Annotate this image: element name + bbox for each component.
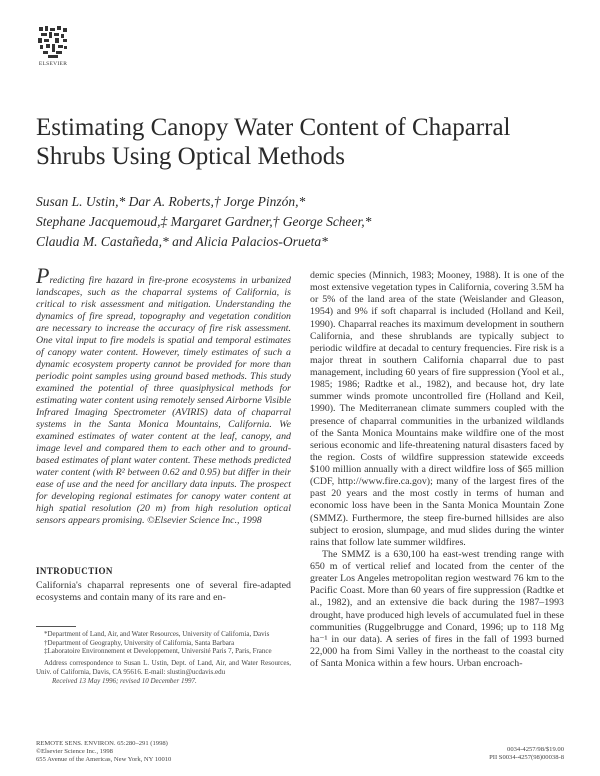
publisher-logo [36,24,70,67]
journal-line: 655 Avenue of the Americas, New York, NY 10010 [36,756,172,763]
section-heading-introduction: INTRODUCTION [36,566,113,576]
publisher-logo-text: ELSEVIER [38,61,68,67]
author-line: Stephane Jacquemoud,‡ Margaret Gardner,† George Scheer,* [36,214,372,229]
journal-info [36,740,171,764]
footnote: ‡Laboratoire Environnement et Developpement, Université Paris 7, Paris, France [44,647,272,656]
pii-line: PII S0034-4257(98)00038-8 [489,754,564,761]
footnote: †Department of Geography, University of California, Santa Barbara [44,638,235,647]
footnotes [36,630,291,685]
journal-line: REMOTE SENS. ENVIRON. 65:280–291 (1998) [36,740,168,747]
body-text-right-column [310,270,564,670]
footnote: *Department of Land, Air, and Water Resources, University of California, Davis [44,630,270,638]
footnote-divider [36,626,76,627]
abstract-text: redicting fire hazard in fire-prone ecosystems in urbanized landscapes, such as the chaparral systems of California, is critical to risk assessment and mitigation. Understanding the dynamics of fire spread, topography and vegetation condition are necessary to increase the accuracy of fire risk assessment. One vital input to fire models is spatial and temporal estimates of canopy water content. However, timely estimates of such a dynamic ecosystem property cannot be provided for more than periodic point samples using ground based methods. This study examined the potential of three quasiphysical methods for estimating water content using remotely sensed Airborne Visible Infrared Imaging Spectrometer (AVIRIS) data of chaparral systems in the Santa Monica Mountains, California. We examined estimates of water content at the leaf, canopy, and image level and compared them to each other and to ground-based estimates of plant water content. These methods predicted water content (with R² between 0.62 and 0.95) but differ in their ease of use and the need for ancillary data inputs. The prospect for developing regional estimates for canopy water content at high spatial resolution (20 m) from high resolution optical sensors appears promising. ©Elsevier Science Inc., 1998 [36,275,291,526]
abstract [36,263,291,527]
received-dates: Received 13 May 1996; revised 10 December 1997. [52,676,197,685]
paragraph: The SMMZ is a 630,100 ha east-west trending range with 650 m of vertical relief and located from the center of the greater Los Angeles metropolitan region westward 76 km to the Pacific Coast. More than 60 years of fire suppression (Radtke et al., 1982), and an extensive die back during the 1987–1993 drought, have produced high levels of accumulated fuel in these communities (Ruggelbrugge and Conard, 1996; up to 118 Mg ha⁻¹ in our data). A series of fires in the fall of 1993 burned 22,000 ha from Simi Valley in the northeast to the coastal city of Santa Monica within a few hours. Urban encroach- [310,548,564,669]
footnote: Address correspondence to Susan L. Ustin, Dept. of Land, Air, and Water Resources, Univ. of California, Davis, CA 95616. E-mail: slustin@ucdavis.edu [36,659,291,676]
journal-line: ©Elsevier Science Inc., 1998 [36,748,113,755]
elsevier-tree-icon [36,24,70,60]
author-list [36,192,556,252]
paragraph: demic species (Minnich, 1983; Mooney, 1988). It is one of the most extensive vegetation types in California, covering 3.5M ha or 5% of the land area of the state (Weislander and Gleason, 1954) and 9% if soft chaparral is included (Holland and Keil, 1990). Chaparral reaches its maximum development in southern California, and these shrublands are typically subject to periodic wildfire at decadal to century frequencies. Fire risk is a major threat in southern California chaparral due to past management, including 60 years of fire suppression (Yool et al., 1985; 1986; Radtke et al., 1982), and because hot, dry late summer winds promote uncontrolled fire (Holland and Keil, 1990). The Mediterranean climate summers coupled with the presence of chaparral communities in the urbanized wildlands of the Santa Monica Mountains make wildfire one of the most serious economic and life-threatening natural disasters faced by the region. Costs of wildfire suppression statewide exceeds $100 million annually with a direct wildfire loss of $65 million (CDF, http://www.fire.ca.gov); many of the largest fires of the past 20 years and the most costly in terms of human and economic loss have been in the Santa Monica Mountain Zone (SMMZ). Furthermore, the steep fire-burned hillsides are also subject to erosion, slumpage, and mud slides during the winter rains that follow late summer wildfires. [310,270,564,548]
abstract-dropcap: P [36,263,50,288]
author-line: Claudia M. Castañeda,* and Alicia Palacios-Orueta* [36,234,328,249]
issn-line: 0034-4257/98/$19.00 [507,746,564,753]
introduction-text: California's chaparral represents one of several fire-adapted ecosystems and contain many of its rare and en- [36,580,291,604]
paper-title: Estimating Canopy Water Content of Chaparral Shrubs Using Optical Methods [36,114,511,170]
author-line: Susan L. Ustin,* Dar A. Roberts,† Jorge Pinzón,* [36,194,306,209]
issn-pii-info [420,746,564,762]
